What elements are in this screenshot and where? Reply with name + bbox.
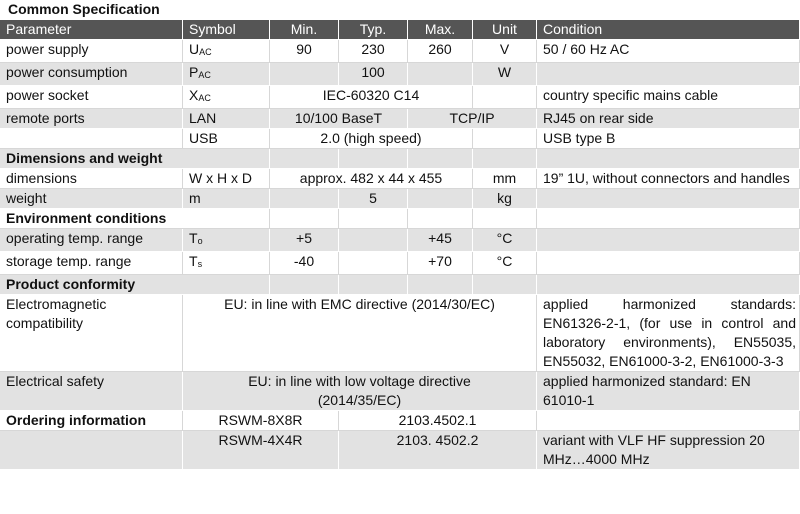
emc-value: EU: in line with EMC directive (2014/30/EC)	[183, 295, 537, 372]
weight-condition	[537, 189, 800, 209]
section-filler	[537, 275, 800, 295]
power-consumption-unit: W	[473, 63, 537, 86]
section-filler	[408, 149, 473, 169]
section-filler	[537, 209, 800, 229]
dimensions-unit: mm	[473, 169, 537, 189]
section-filler	[339, 149, 408, 169]
storage-temp-max: +70	[408, 252, 473, 275]
header-condition: Condition	[537, 20, 800, 40]
operating-temp-condition	[537, 229, 800, 252]
page-title: Common Specification	[8, 1, 160, 17]
operating-temp-typ	[339, 229, 408, 252]
safety-value: EU: in line with low voltage directive (2014/35/EC)	[183, 372, 537, 411]
lan-condition: RJ45 on rear side	[537, 109, 800, 129]
section-filler	[473, 275, 537, 295]
environment-section-heading: Environment conditions	[0, 209, 270, 229]
section-filler	[270, 275, 339, 295]
storage-temp-min: -40	[270, 252, 339, 275]
header-max: Max.	[408, 20, 473, 40]
usb-value: 2.0 (high speed)	[270, 129, 473, 149]
section-filler	[473, 149, 537, 169]
operating-temp-min: +5	[270, 229, 339, 252]
power-consumption-parameter: power consumption	[0, 63, 183, 86]
dimensions-condition: 19” 1U, without connectors and handles	[537, 169, 800, 189]
emc-parameter: Electromagnetic compatibility	[0, 295, 183, 372]
power-consumption-min	[270, 63, 339, 86]
usb-condition: USB type B	[537, 129, 800, 149]
dimensions-symbol: W x H x D	[183, 169, 270, 189]
section-filler	[408, 209, 473, 229]
usb-unit	[473, 129, 537, 149]
spec-table	[0, 20, 800, 470]
remote-ports-parameter: remote ports	[0, 109, 183, 129]
header-min: Min.	[270, 20, 339, 40]
section-filler	[473, 209, 537, 229]
storage-temp-unit: °C	[473, 252, 537, 275]
section-filler	[408, 275, 473, 295]
conformity-section-heading: Product conformity	[0, 275, 270, 295]
power-consumption-typ: 100	[339, 63, 408, 86]
header-symbol: Symbol	[183, 20, 270, 40]
usb-parameter	[0, 129, 183, 149]
ordering-condition	[537, 411, 800, 431]
power-socket-value: IEC-60320 C14	[270, 86, 473, 109]
weight-typ: 5	[339, 189, 408, 209]
ordering-condition: variant with VLF HF suppression 20 MHz…4000 MHz	[537, 431, 800, 470]
operating-temp-max: +45	[408, 229, 473, 252]
usb-symbol: USB	[183, 129, 270, 149]
storage-temp-typ	[339, 252, 408, 275]
ordering-number: 2103.4502.1	[339, 411, 537, 431]
power-socket-parameter: power socket	[0, 86, 183, 109]
power-consumption-symbol: PAC	[183, 63, 270, 86]
storage-temp-parameter: storage temp. range	[0, 252, 183, 275]
power-socket-unit	[473, 86, 537, 109]
weight-min	[270, 189, 339, 209]
dimensions-section-heading: Dimensions and weight	[0, 149, 270, 169]
header-unit: Unit	[473, 20, 537, 40]
ordering-model: RSWM-8X8R	[183, 411, 339, 431]
section-filler	[537, 149, 800, 169]
power-consumption-condition	[537, 63, 800, 86]
header-typ: Typ.	[339, 20, 408, 40]
dimensions-parameter: dimensions	[0, 169, 183, 189]
weight-symbol: m	[183, 189, 270, 209]
ordering-label-empty	[0, 431, 183, 470]
lan-protocol: TCP/IP	[408, 109, 537, 129]
power-supply-min: 90	[270, 40, 339, 63]
power-socket-symbol: XAC	[183, 86, 270, 109]
operating-temp-symbol: To	[183, 229, 270, 252]
power-supply-unit: V	[473, 40, 537, 63]
header-parameter: Parameter	[0, 20, 183, 40]
lan-symbol: LAN	[183, 109, 270, 129]
ordering-number: 2103. 4502.2	[339, 431, 537, 470]
dimensions-value: approx. 482 x 44 x 455	[270, 169, 473, 189]
storage-temp-symbol: Ts	[183, 252, 270, 275]
lan-speed: 10/100 BaseT	[270, 109, 408, 129]
operating-temp-unit: °C	[473, 229, 537, 252]
power-consumption-max	[408, 63, 473, 86]
emc-condition: applied harmonized standards: EN61326-2-1, (for use in control and laboratory environments), EN55035, EN55032, EN61000-3-2, EN61000-3-3	[537, 295, 800, 372]
ordering-label: Ordering information	[0, 411, 183, 431]
power-supply-parameter: power supply	[0, 40, 183, 63]
storage-temp-condition	[537, 252, 800, 275]
power-supply-max: 260	[408, 40, 473, 63]
ordering-model: RSWM-4X4R	[183, 431, 339, 470]
section-filler	[339, 209, 408, 229]
operating-temp-parameter: operating temp. range	[0, 229, 183, 252]
section-filler	[270, 209, 339, 229]
power-socket-condition: country specific mains cable	[537, 86, 800, 109]
power-supply-condition: 50 / 60 Hz AC	[537, 40, 800, 63]
safety-parameter: Electrical safety	[0, 372, 183, 411]
power-supply-typ: 230	[339, 40, 408, 63]
section-filler	[270, 149, 339, 169]
weight-max	[408, 189, 473, 209]
weight-parameter: weight	[0, 189, 183, 209]
safety-condition: applied harmonized standard: EN 61010-1	[537, 372, 800, 411]
section-filler	[339, 275, 408, 295]
weight-unit: kg	[473, 189, 537, 209]
power-supply-symbol: UAC	[183, 40, 270, 63]
